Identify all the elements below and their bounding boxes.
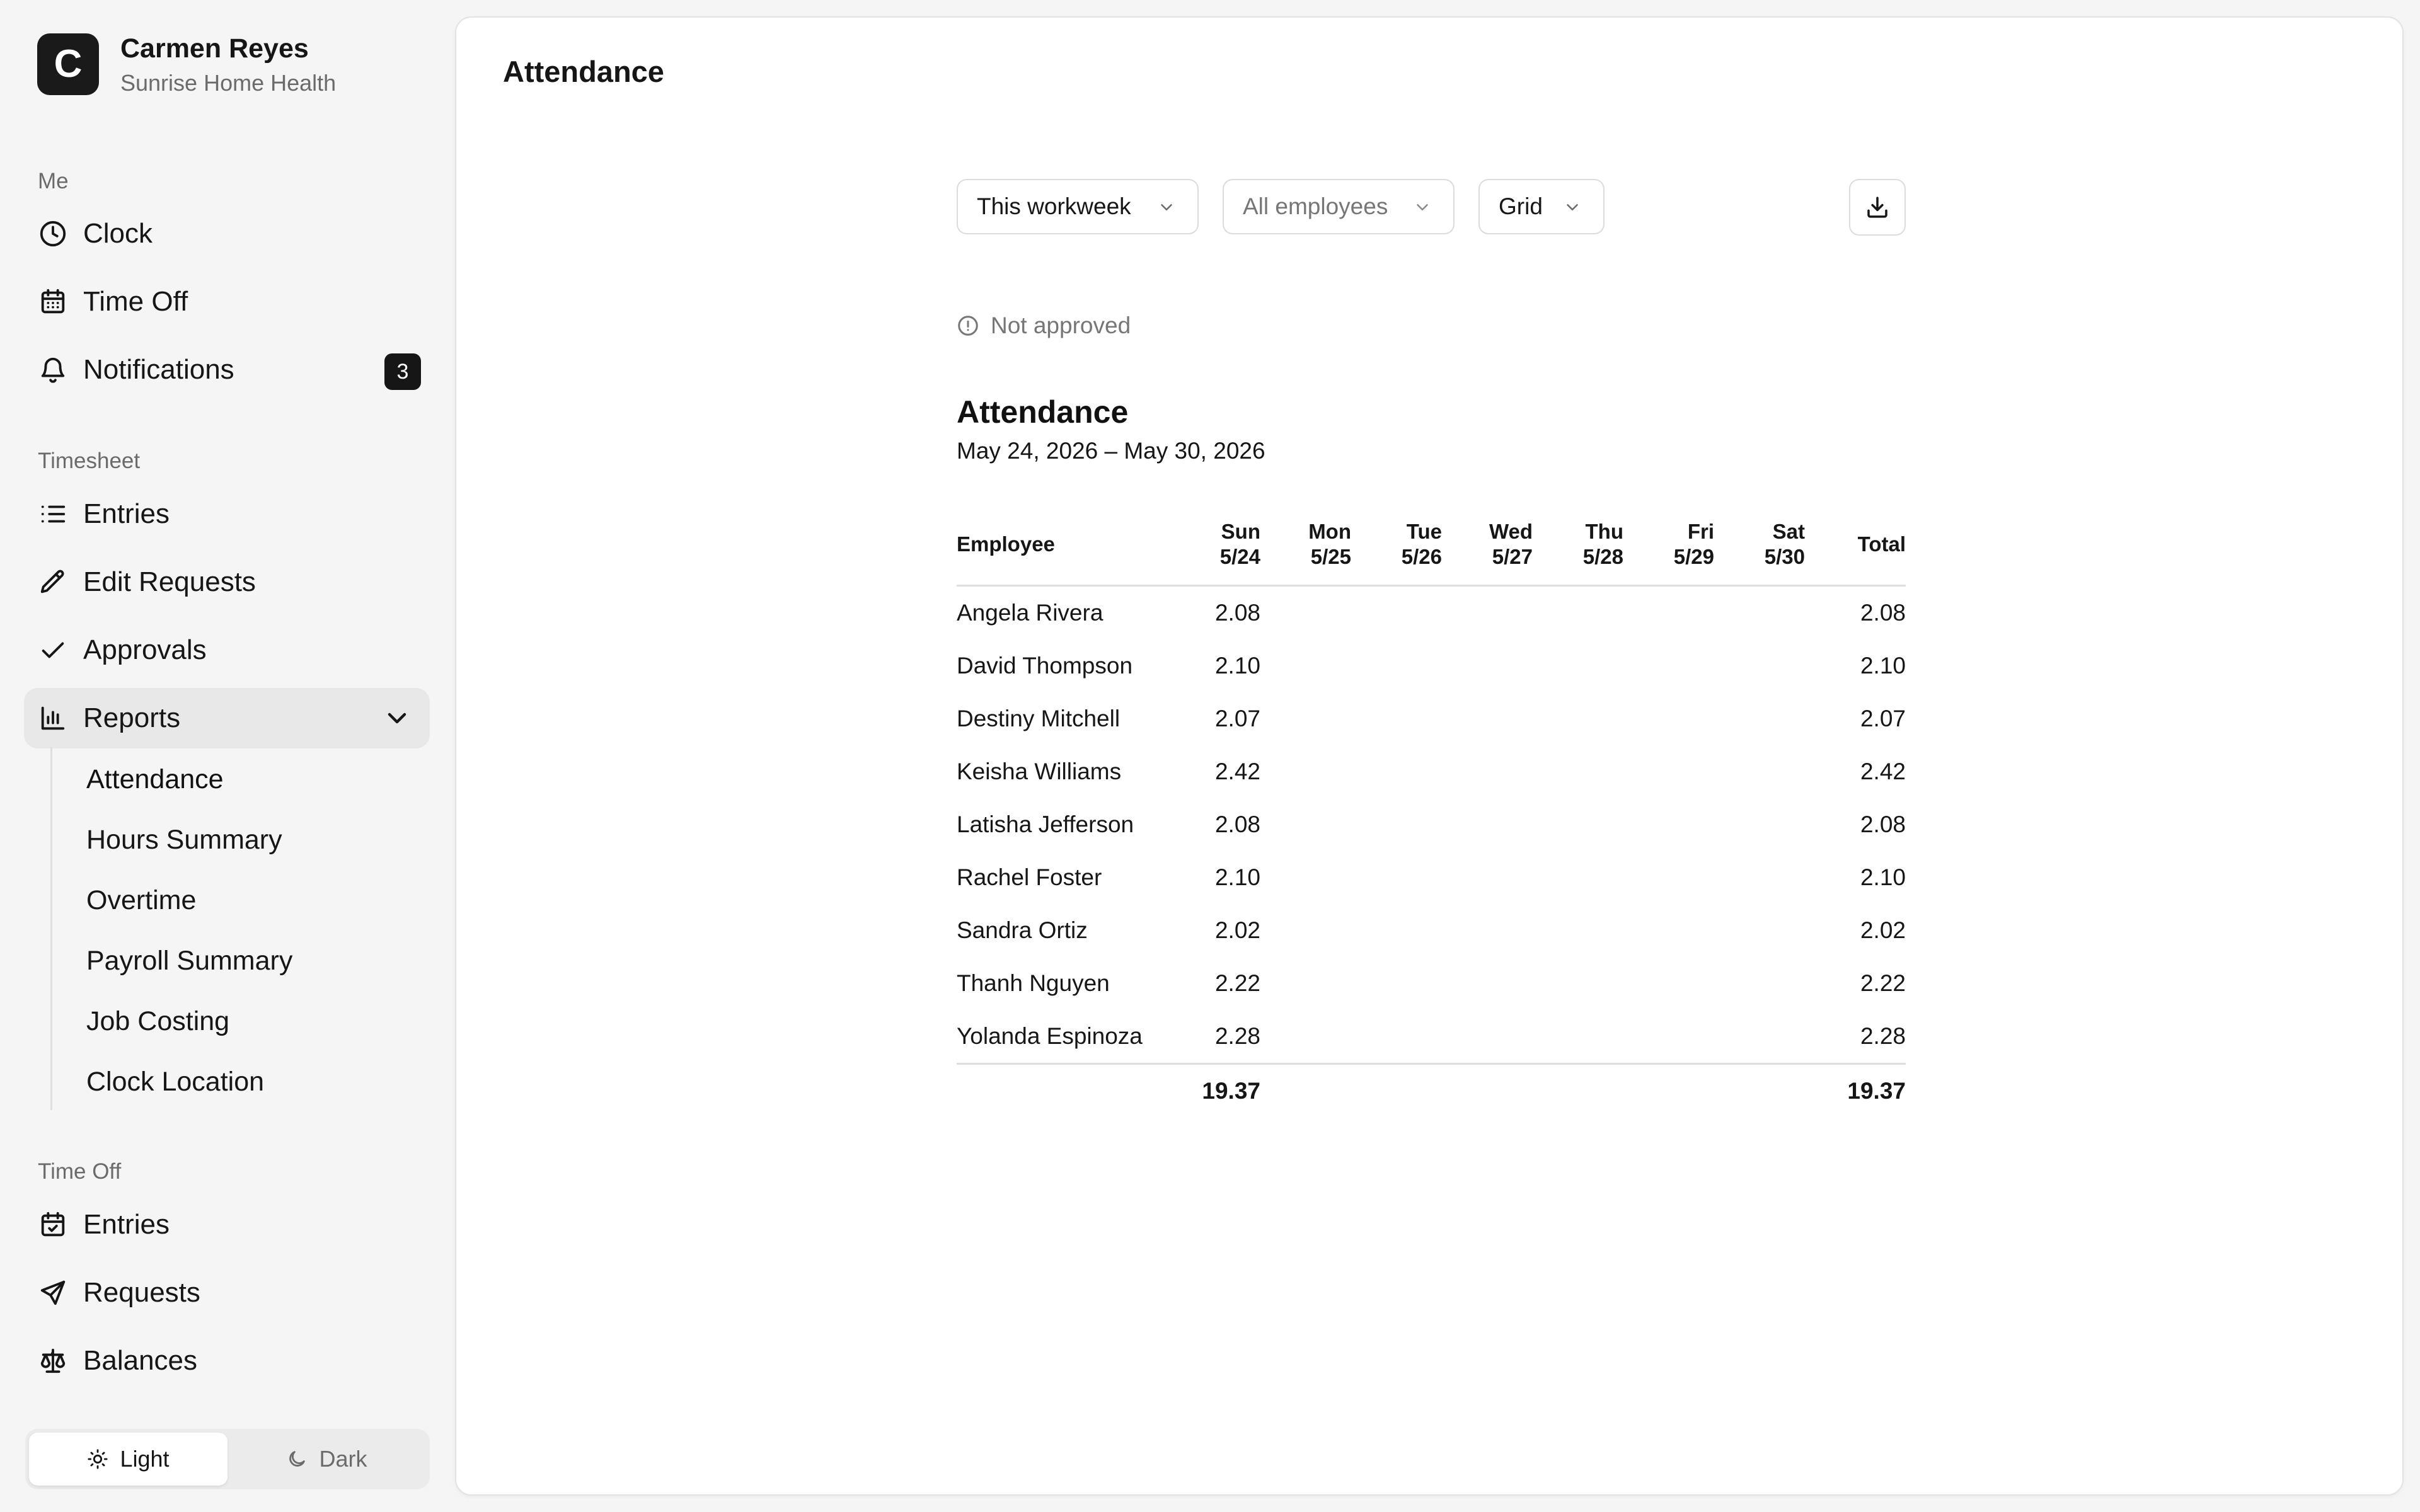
column-header-day-name: Sun [1221, 520, 1260, 543]
cell-day-hours: 2.22 [1214, 970, 1260, 996]
sidebar-item-time-off[interactable] [24, 272, 430, 332]
column-header-employee[interactable]: Employee [957, 532, 1055, 556]
calendar-check-icon [38, 1210, 68, 1240]
column-header-day-name: Tue [1406, 520, 1442, 543]
clock-icon [38, 219, 68, 249]
sidebar-item-reports[interactable] [24, 688, 430, 748]
cell-total-hours: 2.08 [1860, 811, 1906, 837]
send-icon [38, 1278, 68, 1308]
sidebar-item-label: Balances [83, 1345, 198, 1376]
table-row[interactable] [957, 798, 1906, 851]
view-select-value: Grid [1499, 193, 1543, 219]
section-label-time-off: Time Off [38, 1159, 122, 1184]
cell-employee: David Thompson [957, 653, 1133, 679]
sidebar-item-approvals[interactable] [24, 620, 430, 680]
column-header-day-name: Mon [1308, 520, 1351, 543]
approval-status-text: Not approved [991, 312, 1131, 338]
sidebar-item-entries[interactable] [24, 484, 430, 544]
notification-count-badge: 3 [384, 353, 421, 390]
column-header-day[interactable] [1583, 519, 1623, 570]
table-row[interactable] [957, 1010, 1906, 1063]
employees-select[interactable] [1223, 179, 1455, 234]
chevron-down-icon [1563, 198, 1582, 217]
section-label-me: Me [38, 169, 69, 193]
cell-employee: Destiny Mitchell [957, 706, 1121, 731]
period-select[interactable] [957, 179, 1199, 234]
cell-total-hours: 2.42 [1860, 759, 1906, 784]
column-header-day[interactable] [1402, 519, 1442, 570]
bar-chart-icon [38, 703, 68, 733]
column-header-day-date: 5/27 [1492, 545, 1533, 568]
sidebar-item-label: Approvals [83, 634, 207, 665]
table-row[interactable] [957, 692, 1906, 745]
subnav-item-clock-location[interactable]: Clock Location [86, 1067, 265, 1097]
table-row[interactable] [957, 851, 1906, 904]
table-header [957, 519, 1906, 587]
sun-icon [87, 1448, 108, 1470]
theme-dark-label: Dark [319, 1446, 367, 1472]
cell-total-hours: 2.02 [1860, 917, 1906, 943]
column-header-total[interactable]: Total [1857, 532, 1906, 556]
cell-total-hours: 2.22 [1860, 970, 1906, 996]
sidebar-item-time-off-entries[interactable] [24, 1194, 430, 1255]
theme-light-label: Light [120, 1446, 170, 1472]
cell-day-hours: 2.07 [1214, 706, 1260, 731]
cell-day-hours: 2.08 [1214, 600, 1260, 626]
alert-circle-icon [957, 314, 979, 337]
cell-day-hours: 2.10 [1214, 864, 1260, 890]
cell-employee: Keisha Williams [957, 759, 1122, 784]
check-icon [38, 635, 68, 665]
cell-day-total: 19.37 [1202, 1078, 1260, 1104]
sidebar-item-edit-requests[interactable] [24, 552, 430, 612]
sidebar-item-label: Time Off [83, 286, 188, 317]
column-header-day-date: 5/28 [1582, 545, 1623, 568]
column-header-day[interactable] [1308, 519, 1351, 570]
org-logo [37, 33, 99, 95]
cell-grand-total: 19.37 [1847, 1078, 1906, 1104]
column-header-day[interactable] [1674, 519, 1714, 570]
chevron-down-icon[interactable] [382, 703, 412, 733]
profile[interactable] [37, 33, 336, 96]
theme-dark-button[interactable] [228, 1433, 426, 1486]
cell-employee: Angela Rivera [957, 600, 1103, 626]
sidebar-item-notifications[interactable] [24, 340, 430, 400]
column-header-day-name: Fri [1687, 520, 1714, 543]
list-icon [38, 499, 68, 529]
cell-total-hours: 2.28 [1860, 1023, 1906, 1049]
column-header-day-date: 5/29 [1673, 545, 1714, 568]
table-row[interactable] [957, 745, 1906, 798]
report-date-range: May 24, 2026 – May 30, 2026 [957, 438, 1265, 464]
bell-icon [38, 355, 68, 385]
subnav-item-hours-summary[interactable]: Hours Summary [86, 825, 282, 855]
sidebar-item-label: Edit Requests [83, 566, 256, 597]
column-header-day-date: 5/26 [1401, 545, 1442, 568]
download-button[interactable] [1849, 179, 1906, 236]
profile-org: Sunrise Home Health [120, 69, 337, 96]
reports-subnav [50, 747, 293, 1110]
view-select[interactable] [1478, 179, 1605, 234]
cell-day-hours: 2.28 [1214, 1023, 1260, 1049]
sidebar-item-label: Clock [83, 218, 153, 249]
table-row[interactable] [957, 639, 1906, 692]
table-row[interactable] [957, 587, 1906, 639]
cell-day-hours: 2.42 [1214, 759, 1260, 784]
theme-light-button[interactable] [29, 1433, 228, 1486]
employees-select-value: All employees [1243, 193, 1388, 219]
column-header-day[interactable] [1765, 519, 1805, 570]
logo-initial: C [54, 42, 83, 86]
calendar-icon [38, 287, 68, 317]
scale-icon [38, 1346, 68, 1376]
pencil-icon [38, 567, 68, 597]
cell-day-hours: 2.02 [1214, 917, 1260, 943]
column-header-day[interactable] [1220, 519, 1260, 570]
sidebar-item-requests[interactable] [24, 1263, 430, 1323]
sidebar-item-label: Reports [83, 702, 181, 733]
cell-employee: Sandra Ortiz [957, 917, 1088, 943]
column-header-day-name: Sat [1772, 520, 1805, 543]
table-body [957, 587, 1906, 1063]
cell-employee: Yolanda Espinoza [957, 1023, 1143, 1049]
column-header-day[interactable] [1489, 519, 1533, 570]
cell-total-hours: 2.10 [1860, 864, 1906, 890]
period-select-value: This workweek [977, 193, 1131, 219]
sidebar-item-label: Entries [83, 1209, 170, 1240]
attendance-table [957, 519, 1906, 1118]
table-totals-row [957, 1063, 1906, 1118]
page-title: Attendance [503, 55, 664, 88]
moon-icon [286, 1448, 308, 1470]
subnav-item-overtime[interactable]: Overtime [86, 885, 197, 915]
download-icon [1864, 194, 1891, 220]
table-row[interactable] [957, 957, 1906, 1010]
subnav-item-job-costing[interactable]: Job Costing [86, 1006, 230, 1036]
cell-employee: Latisha Jefferson [957, 811, 1134, 837]
section-label-timesheet: Timesheet [38, 449, 141, 473]
report-controls [957, 179, 1906, 237]
column-header-day-date: 5/30 [1764, 545, 1805, 568]
table-row[interactable] [957, 904, 1906, 957]
main-panel [455, 16, 2404, 1496]
sidebar-item-balances[interactable] [24, 1331, 430, 1391]
cell-total-hours: 2.08 [1860, 600, 1906, 626]
chevron-down-icon [1157, 198, 1176, 217]
cell-total-hours: 2.07 [1860, 706, 1906, 731]
subnav-item-attendance[interactable]: Attendance [86, 764, 224, 794]
cell-day-hours: 2.10 [1214, 653, 1260, 679]
sidebar-item-label: Entries [83, 498, 170, 529]
cell-total-hours: 2.10 [1860, 653, 1906, 679]
profile-name: Carmen Reyes [120, 33, 309, 64]
column-header-day-name: Thu [1585, 520, 1623, 543]
cell-employee: Rachel Foster [957, 864, 1102, 890]
sidebar [0, 0, 454, 1512]
column-header-day-date: 5/25 [1310, 545, 1351, 568]
report-title: Attendance [957, 394, 1129, 430]
subnav-item-payroll-summary[interactable]: Payroll Summary [86, 946, 293, 976]
column-header-day-name: Wed [1489, 520, 1533, 543]
chevron-down-icon [1413, 198, 1432, 217]
cell-employee: Thanh Nguyen [957, 970, 1110, 996]
theme-toggle [25, 1429, 430, 1489]
sidebar-item-label: Notifications [83, 354, 234, 385]
sidebar-item-label: Requests [83, 1277, 200, 1308]
approval-status [957, 312, 1131, 339]
sidebar-item-clock[interactable] [24, 203, 430, 264]
column-header-day-date: 5/24 [1219, 545, 1260, 568]
cell-day-hours: 2.08 [1214, 811, 1260, 837]
